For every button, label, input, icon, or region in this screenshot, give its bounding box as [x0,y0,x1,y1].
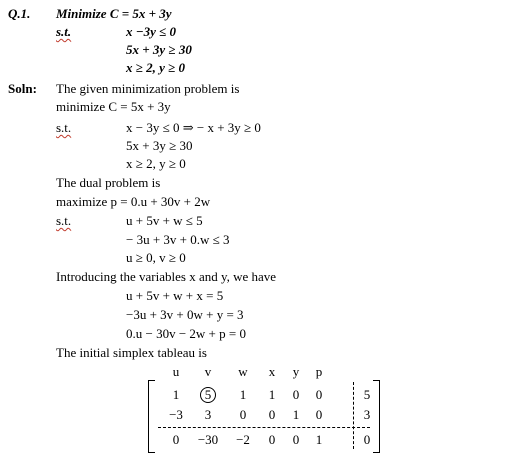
tableau-objective-divider [158,427,370,428]
tableau-cell: 0 [315,387,323,402]
question-st: s.t. [56,24,72,39]
dual-objective: maximize p = 0.u + 30v + 2w [56,194,211,209]
tableau-rhs-cell: 0 [363,432,371,447]
tableau-cell: 0 [239,407,247,422]
tableau-rhs-divider [353,382,354,449]
tableau-cell: 0 [315,407,323,422]
tableau-cell: 1 [172,387,180,402]
tableau-cell: 1 [292,407,300,422]
dual-constraint-1: u + 5v + w ≤ 5 [126,213,203,228]
question-constraint-2: 5x + 3y ≥ 30 [126,42,192,57]
tableau-header-x: x [268,364,276,379]
solution-label: Soln: [8,81,37,96]
dual-intro: The dual problem is [56,175,161,190]
variables-intro: Introducing the variables x and y, we have [56,269,277,284]
tableau-header-y: y [292,364,300,379]
tableau-cell: 0 [172,432,180,447]
solution-intro: The given minimization problem is [56,81,240,96]
tableau-cell: −3 [169,407,183,422]
tableau-header-p: p [315,364,323,379]
tableau-intro: The initial simplex tableau is [56,345,207,360]
tableau-cell: 0 [292,387,300,402]
dual-constraint-3: u ≥ 0, v ≥ 0 [126,250,186,265]
solution-constraint-1: x − 3y ≤ 0 ⇒ − x + 3y ≥ 0 [126,120,261,135]
solution-constraint-2: 5x + 3y ≥ 30 [126,138,193,153]
simplex-tableau [148,380,380,452]
dual-st: s.t. [56,213,72,228]
tableau-rhs-cell: 5 [363,387,371,402]
solution-st: s.t. [56,120,72,135]
solution-constraint-3: x ≥ 2, y ≥ 0 [126,156,186,171]
tableau-cell: 1 [239,387,247,402]
equation-1: u + 5v + w + x = 5 [126,288,224,303]
question-objective: Minimize C = 5x + 3y [56,6,172,21]
tableau-cell: 0 [292,432,300,447]
tableau-cell: 1 [268,387,276,402]
equation-2: −3u + 3v + 0w + y = 3 [126,307,244,322]
tableau-left-bracket [148,380,155,453]
equation-3: 0.u − 30v − 2w + p = 0 [126,326,246,341]
tableau-cell: −2 [236,432,250,447]
dual-constraint-2: − 3u + 3v + 0.w ≤ 3 [126,232,230,247]
tableau-header-v: v [204,364,212,379]
tableau-cell: −30 [197,432,219,447]
question-constraint-3: x ≥ 2, y ≥ 0 [126,60,186,75]
tableau-cell: 3 [204,407,212,422]
question-constraint-1: x −3y ≤ 0 [126,24,177,39]
tableau-pivot-cell: 5 [204,387,212,402]
tableau-header-u: u [172,364,180,379]
tableau-header-w: w [238,364,248,379]
question-label: Q.1. [8,6,31,21]
tableau-rhs-cell: 3 [363,407,371,422]
solution-objective: minimize C = 5x + 3y [56,99,171,114]
tableau-cell: 0 [268,432,276,447]
tableau-cell: 1 [315,432,323,447]
tableau-cell: 0 [268,407,276,422]
